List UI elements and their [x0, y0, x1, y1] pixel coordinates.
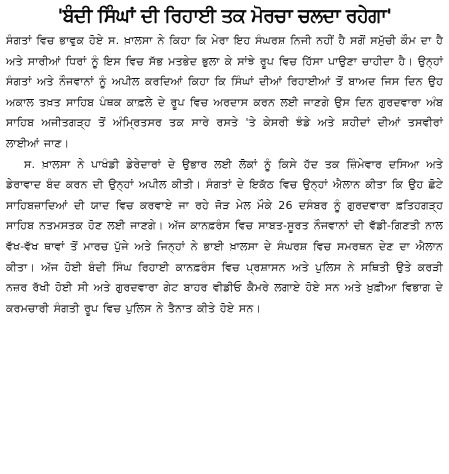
article-paragraph-2: ਸ. ਖ਼ਾਲਸਾ ਨੇ ਪਾਖੰਡੀ ਡੇਰੇਦਾਰਾਂ ਦੇ ਉਭਾਰ ਲਈ ਲੋਕਾਂ ਨੂੰ ਕਿਸੇ ਹੱਦ ਤਕ ਜ਼ਿੰਮੇਵਾਰ ਦਸਿਆ ਅਤੇ ਡੇਰਾਵਾਦ ਬੰਦ ਕਰਨ ਦੀ ਉਨ੍ਹਾਂ ਅਪੀਲ ਕੀਤੀ। ਸੰਗਤਾਂ ਦੇ ਇਕੱਠ ਵਿਚ ਉਨ੍ਹਾਂ ਐਲਾਨ ਕੀਤਾ ਕਿ ਉਹ ਛੋਟੇ ਸਾਹਿਬਜ਼ਾਦਿਆਂ ਦੀ ਯਾਦ ਵਿਚ ਕਰਵਾਏ ਜਾ ਰਹੇ ਜੋੜ ਮੇਲ ਮੌਕੇ 26 ਦਸੰਬਰ ਨੂੰ ਗੁਰਦਵਾਰਾ ਫ਼ਤਿਹਗੜ੍ਹ ਸਾਹਿਬ ਨਤਮਸਤਕ ਹੋਣ ਲਈ ਜਾਣਗੇ। ਅੱਜ ਕਾਨਫ਼ਰੰਸ ਵਿਚ ਸਾਬਤ-ਸੂਰਤ ਨੌਜਵਾਨਾਂ ਦੀ ਵੱਡੀ-ਗਿਣਤੀ ਨਾਲ ਵੱਖ-ਵੱਖ ਥਾਵਾਂ ਤੋਂ ਮਾਰਚ ਪੁੱਜੇ ਅਤੇ ਜਿਨ੍ਹਾਂ ਨੇ ਭਾਈ ਖ਼ਾਲਸਾ ਦੇ ਸੰਘਰਸ਼ ਵਿਚ ਸਮਰਥਨ ਦੇਣ ਦਾ ਐਲਾਨ ਕੀਤਾ। ਅੱਜ ਹੋਈ ਬੰਦੀ ਸਿੰਘ ਰਿਹਾਈ ਕਾਨਫ਼ਰੰਸ ਵਿਚ ਪ੍ਰਸ਼ਾਸਨ ਅਤੇ ਪੁਲਿਸ ਨੇ ਸਥਿਤੀ ਉਤੇ ਕਰੜੀ ਨਜ਼ਰ ਰੱਖੀ ਹੋਈ ਸੀ ਅਤੇ ਗੁਰਦਵਾਰਾ ਗੇਟ ਬਾਹਰ ਵੀਡੀਓ ਕੈਮਰੇ ਲਗਾਏ ਹੋਏ ਸਨ ਅਤੇ ਖ਼ੁਫ਼ੀਆ ਵਿਭਾਗ ਦੇ ਕਰਮਚਾਰੀ ਸੰਗਤੀ ਰੂਪ ਵਿਚ ਪੁਲਿਸ ਨੇ ਤੈਨਾਤ ਕੀਤੇ ਹੋਏ ਸਨ। [6, 157, 443, 315]
article-paragraph-1: ਸੰਗਤਾਂ ਵਿਚ ਭਾਵੁਕ ਹੋਏ ਸ. ਖ਼ਾਲਸਾ ਨੇ ਕਿਹਾ ਕਿ ਮੇਰਾ ਇਹ ਸੰਘਰਸ਼ ਨਿਜੀ ਨਹੀਂ ਹੈ ਸਗੋਂ ਸਮੁੱਚੀ ਕੌਮ ਦਾ ਹੈ ਅਤੇ ਸਾਰੀਆਂ ਧਿਰਾਂ ਨੂੰ ਇਸ ਵਿਚ ਸੱਭ ਮਤਭੇਦ ਭੁਲਾ ਕੇ ਸਾਂਝੇ ਰੂਪ ਵਿਚ ਹਿੱਸਾ ਪਾਉਣਾ ਚਾਹੀਦਾ ਹੈ। ਉਨ੍ਹਾਂ ਸੰਗਤਾਂ ਅਤੇ ਨੌਜਵਾਨਾਂ ਨੂੰ ਅਪੀਲ ਕਰਦਿਆਂ ਕਿਹਾ ਕਿ ਸਿੰਘਾਂ ਦੀਆਂ ਰਿਹਾਈਆਂ ਤੋਂ ਬਾਅਦ ਜਿਸ ਦਿਨ ਉਹ ਅਕਾਲ ਤਖ਼ਤ ਸਾਹਿਬ ਪੰਥਕ ਕਾਫ਼ਲੇ ਦੇ ਰੂਪ ਵਿਚ ਅਰਦਾਸ ਕਰਨ ਲਈ ਜਾਣਗੇ ਉਸ ਦਿਨ ਗੁਰਦਵਾਰਾ ਅੰਬ ਸਾਹਿਬ ਅਜੀਤਗੜ੍ਹ ਤੋਂ ਅੰਮ੍ਰਿਤਸਰ ਤਕ ਸਾਰੇ ਰਸਤੇ 'ਤੇ ਕੇਸਰੀ ਝੰਡੇ ਅਤੇ ਸ਼ਹੀਦਾਂ ਦੀਆਂ ਤਸਵੀਰਾਂ ਲਾਈਆਂ ਜਾਣ। [6, 34, 443, 150]
article-headline: 'ਬੰਦੀ ਸਿੰਘਾਂ ਦੀ ਰਿਹਾਈ ਤਕ ਮੋਰਚਾ ਚਲਦਾ ਰਹੇਗਾ' [57, 5, 392, 27]
